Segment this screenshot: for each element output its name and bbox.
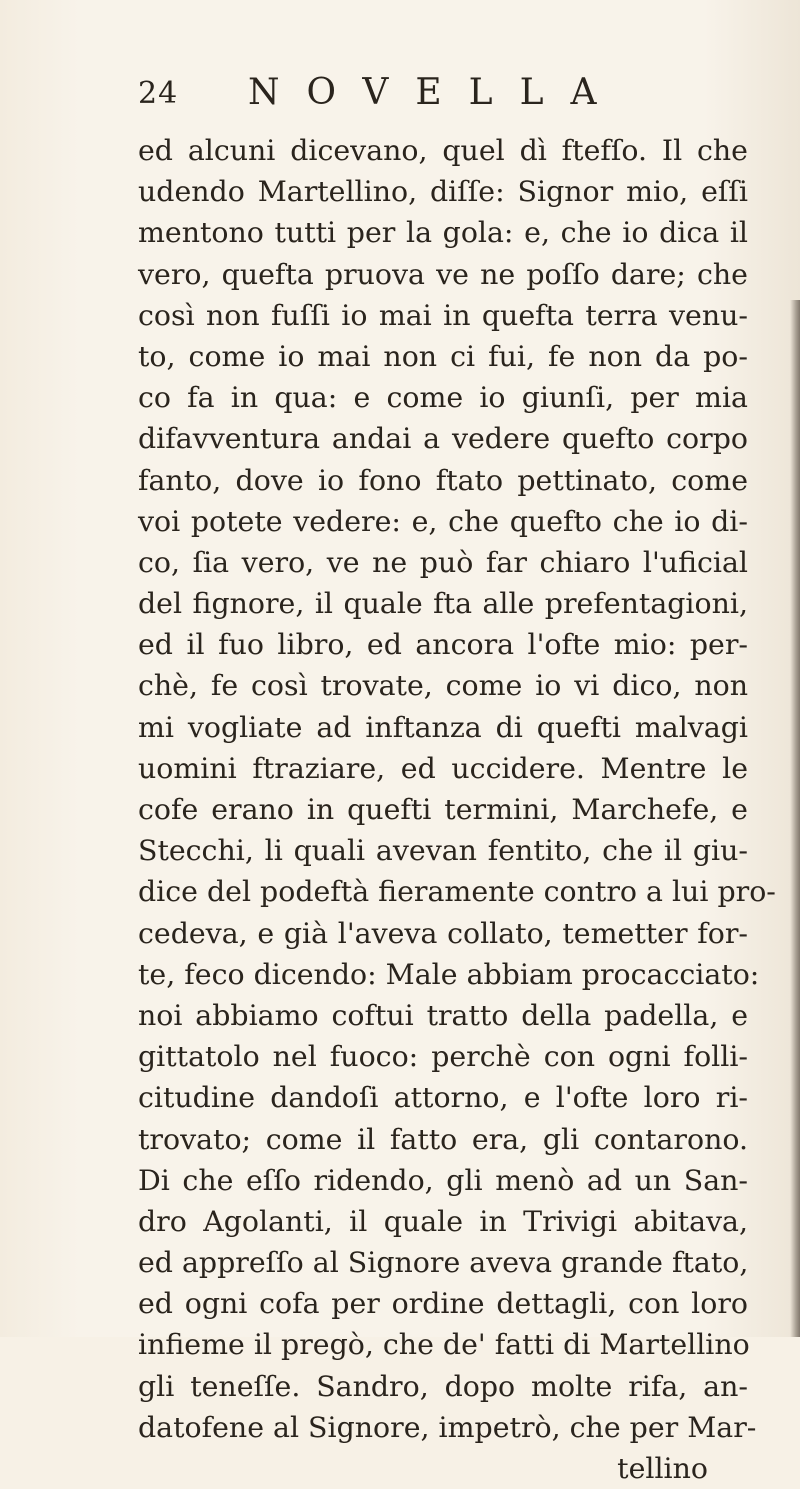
text-line: voi potete vedere: e, che quefto che io di- [138, 504, 748, 538]
body-text [138, 130, 776, 1489]
text-line: te, feco dicendo: Male abbiam procacciato: [138, 957, 760, 991]
text-line: mi vogliate ad inftanza di quefti malvagi [138, 710, 748, 744]
text-line: cedeva, e già l'aveva collato, temetter for- [138, 916, 748, 950]
text-line: ed appreſſo al Signore aveva grande ftato, [138, 1246, 749, 1280]
page-header [138, 72, 758, 122]
text-line: così non fuſſi io mai in quefta terra venu- [138, 298, 748, 332]
text-line: Stecchi, li quali avevan fentito, che il giu- [138, 834, 748, 868]
text-line: uomini ftraziare, ed uccidere. Mentre le [138, 751, 748, 785]
text-line: Di che eſſo ridendo, gli menò ad un San- [138, 1163, 748, 1197]
text-line: vero, quefta pruova ve ne poſſo dare; che [138, 257, 748, 291]
text-line: cofe erano in quefti termini, Marchefe, e [138, 793, 748, 826]
text-line-last: tellino [617, 1452, 708, 1485]
text-line: noi abbiamo coftui tratto della padella, e [138, 998, 748, 1032]
page-number: 24 [138, 76, 179, 111]
text-line: dro Agolanti, il quale in Trivigi abitava, [138, 1204, 748, 1238]
text-line: ed alcuni dicevano, quel dì ftefſo. Il che [138, 134, 748, 167]
text-line: mentono tutti per la gola: e, che io dica il [138, 216, 748, 250]
text-line: difavventura andai a vedere quefto corpo [138, 422, 748, 456]
text-line: ed ogni cofa per ordine dettagli, con loro [138, 1287, 748, 1321]
text-line: co, ſia vero, ve ne può far chiaro l'uficial [138, 545, 748, 579]
text-line: to, come io mai non ci fui, fe non da po- [138, 339, 748, 373]
text-line: trovato; come il fatto era, gli contarono. [138, 1122, 748, 1156]
text-line: ed il fuo libro, ed ancora l'ofte mio: per- [138, 628, 748, 662]
text-line: del fignore, il quale fta alle prefentagioni, [138, 587, 748, 621]
text-line: chè, fe così trovate, come io vi dico, non [138, 669, 748, 703]
text-line: citudine dandoſi attorno, e l'ofte loro ri- [138, 1081, 748, 1115]
text-line: gli teneſſe. Sandro, dopo molte rifa, an- [138, 1369, 748, 1403]
text-line: co fa in qua: e come io giunſi, per mia [138, 381, 748, 415]
text-line: infieme il pregò, che de' fatti di Martellino [138, 1328, 750, 1362]
text-line: gittatolo nel fuoco: perchè con ogni folli- [138, 1040, 748, 1074]
text-line: datofene al Signore, impetrò, che per Mar- [138, 1410, 757, 1444]
page-edge-shadow [790, 300, 800, 1337]
text-line: fanto, dove io fono ftato pettinato, come [138, 463, 748, 497]
running-title: NOVELLA [248, 72, 624, 113]
text-line: dice del podeftà fieramente contro a lui pro- [138, 875, 776, 909]
text-line: udendo Martellino, diſſe: Signor mio, eſſi [138, 175, 748, 209]
